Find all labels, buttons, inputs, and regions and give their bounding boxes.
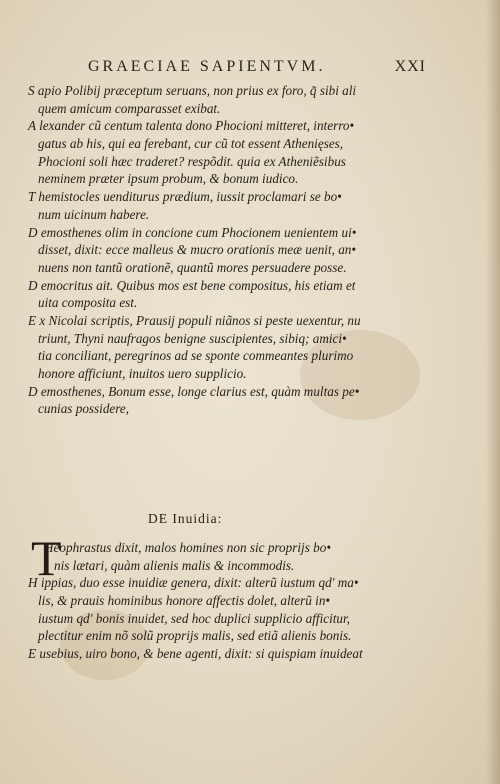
text-line: quem amicum comparasset exibat. <box>38 100 221 116</box>
section-heading: DE Inuidia: <box>148 511 223 526</box>
text-line: iustum qd' bonis inuidet, sed hoc duplici supplicio afficitur, <box>38 610 350 626</box>
text-line: gatus ab his, qui ea ferebant, cur cũ tot essent Athenięses, <box>38 136 344 152</box>
text-line: S apio Polibij præceptum seruans, non prius ex foro, q̃ sibi ali <box>28 83 357 98</box>
text-line: triunt, Thyni naufragos benigne suscipientes, sibiq; amici• <box>38 330 347 346</box>
text-block-sayings <box>28 82 438 418</box>
text-line: neminem præter ipsum probum, & bonum iudico. <box>38 171 299 187</box>
text-line: E usebius, uiro bono, & bene agenti, dixit: si quispiam inuideat <box>28 646 363 662</box>
drop-cap-letter: T <box>31 530 62 586</box>
text-line: uita composita est. <box>38 295 138 311</box>
text-block-inuidia <box>28 539 438 663</box>
text-line: Phocioni soli hæc traderet? respõdit. quia ex Atheniẽsibus <box>38 153 346 169</box>
text-line: plectitur enim nõ solũ proprijs malis, sed etiã alienis bonis. <box>38 628 352 644</box>
text-line: cunias possidere, <box>38 401 130 417</box>
text-line: E x Nicolai scriptis, Prausij populi niãnos si peste uexentur, nu <box>28 312 361 328</box>
page-edge-shadow <box>486 0 500 784</box>
text-line: nuens non tantũ orationẽ, quantũ mores persuadere posse. <box>38 259 347 275</box>
text-line: D emosthenes olim in concione cum Phocionem uenientem ui• <box>28 224 357 240</box>
text-line: disset, dixit: ecce malleus & mucro orationis meæ uenit, an• <box>38 242 357 258</box>
text-line: H ippias, duo esse inuidiæ genera, dixit: alterũ iustum qd' ma• <box>28 575 359 591</box>
text-line: A lexander cũ centum talenta dono Phocioni mitteret, interro• <box>28 118 355 134</box>
text-line: num uicinum habere. <box>38 206 150 222</box>
running-head: GRAECIAE SAPIENTVM. <box>88 58 326 75</box>
text-line: lis, & prauis hominibus honore affectis dolet, alterũ in• <box>38 593 331 609</box>
folio-number: XXI <box>394 58 426 75</box>
text-line: honore afficiunt, inuitos uero supplicio. <box>38 366 247 381</box>
text-line: D emosthenes, Bonum esse, longe clarius est, quàm multas pe• <box>28 383 360 399</box>
text-line: Heophrastus dixit, malos homines non sic proprijs bo• <box>44 540 331 555</box>
text-line: tia conciliant, peregrinos ad se sponte commeantes plurimo <box>38 348 354 364</box>
text-line: D emocritus ait. Quibus mos est bene compositus, his etiam et <box>28 277 356 293</box>
text-line: nis lætari, quàm alienis malis & incommodis. <box>54 557 295 573</box>
page-header <box>88 58 426 80</box>
text-line: T hemistocles uenditurus prædium, iussit proclamari se bo• <box>28 189 342 205</box>
